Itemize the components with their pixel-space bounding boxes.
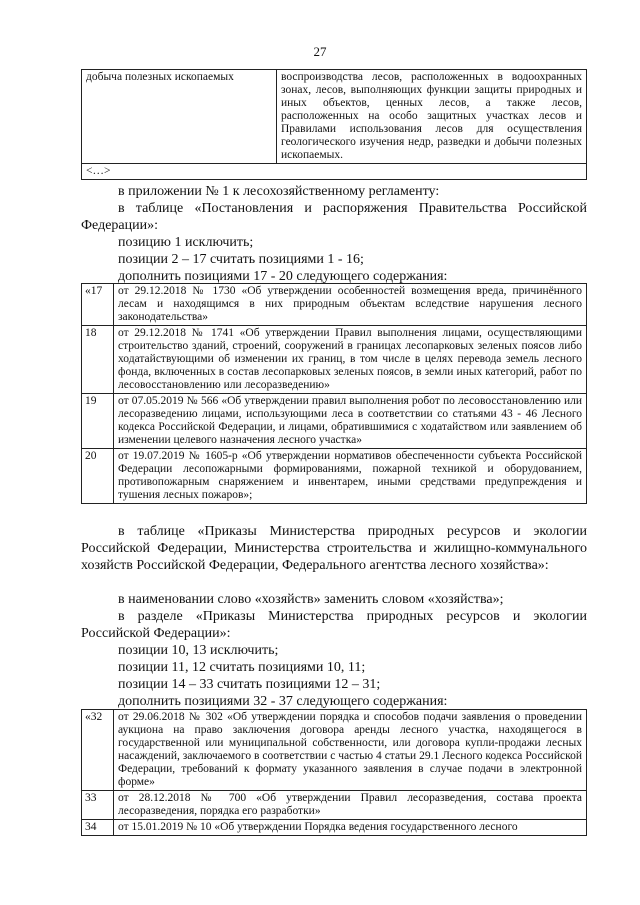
paragraph: дополнить позициями 32 - 37 следующего содержания:	[118, 694, 448, 709]
paragraph: позиции 14 – 33 считать позициями 12 – 31;	[118, 677, 381, 692]
position-text: от 29.06.2018 № 302 «Об утверждении порядка и способов подачи заявления о проведении аукциона на право заключения договора аренды лесного участка, находящегося в государственной или муниципальной собственности, или договора купли-продажи лесных насаждений, заключаемого в соответствии с частью 4 статьи 29.1 Лесного кодекса Российской Федерации, требований к формату указанного заявления в случае подачи в электронной форме»	[114, 710, 587, 791]
paragraph: позицию 1 исключить;	[118, 235, 254, 250]
table-row	[82, 710, 587, 791]
position-text: от 15.01.2019 № 10 «Об утверждении Порядка ведения государственного лесного	[114, 820, 587, 836]
paragraph: позиции 10, 13 исключить;	[118, 643, 279, 658]
table-row	[82, 284, 587, 326]
table-row	[82, 164, 587, 180]
table-row	[82, 394, 587, 449]
position-number: «32	[82, 710, 114, 791]
position-number: 20	[82, 449, 114, 504]
paragraph: позиции 2 – 17 считать позициями 1 - 16;	[118, 252, 364, 267]
position-text: от 29.12.2018 № 1730 «Об утверждении особенностей возмещения вреда, причинённого лесам и находящимся в них природным объектам вследствие нарушения лесного законодательства»	[114, 284, 587, 326]
top-table	[81, 69, 587, 180]
paragraph: дополнить позициями 17 - 20 следующего содержания:	[118, 269, 448, 284]
position-number: «17	[82, 284, 114, 326]
table-cell: воспроизводства лесов, расположенных в водоохранных зонах, лесов, выполняющих функции защиты природных и иных объектов, ценных лесов, а также лесов, расположенных на особо защитных участках лесов и Правилами использования лесов для осуществления геологического изучения недр, разведки и добычи полезных ископаемых.	[277, 70, 587, 164]
position-number: 34	[82, 820, 114, 836]
table-row	[82, 326, 587, 394]
position-number: 18	[82, 326, 114, 394]
paragraph: в разделе «Приказы Министерства природных ресурсов и экологии Российской Федерации»:	[81, 609, 587, 641]
paragraph: в приложении № 1 к лесохозяйственному регламенту:	[118, 184, 440, 199]
position-text: от 07.05.2019 № 566 «Об утверждении правил выполнения робот по лесовосстановлению или лесоразведению лицами, использующими леса в соответствии со статьями 43 - 46 Лесного кодекса Российской Федерации, и лицами, обратившимися с ходатайством или заявлением об изменении целевого назначения лесного участка»	[114, 394, 587, 449]
paragraph: в таблице «Постановления и распоряжения Правительства Российской Федерации»:	[81, 201, 587, 233]
paragraph: в наименовании слово «хозяйств» заменить словом «хозяйства»;	[118, 592, 504, 607]
table-row	[82, 791, 587, 820]
position-text: от 28.12.2018 № 700 «Об утверждении Правил лесоразведения, состава проекта лесоразведения, порядка его разработки»	[114, 791, 587, 820]
position-number: 19	[82, 394, 114, 449]
positions-table-ministry	[81, 709, 587, 836]
page-number: 27	[313, 44, 327, 59]
positions-table-government	[81, 283, 587, 504]
table-row	[82, 70, 587, 164]
table-row	[82, 449, 587, 504]
position-text: от 29.12.2018 № 1741 «Об утверждении Правил выполнения лицами, осуществляющими строительство зданий, строений, сооружений в границах лесопарковых зеленых поясов либо ходатайствующими об изменении их границ, в том числе в целях перевода земель лесного фонда, включенных в состав лесопарковых зеленых поясов, в земли иных категорий, работ по лесовосстановлению или лесоразведению»	[114, 326, 587, 394]
paragraph: в таблице «Приказы Министерства природных ресурсов и экологии Российской Федерации, Министерства строительства и жилищно-коммунального хозяйств Российской Федерации, Федерального агентства лесного хозяйства»:	[81, 524, 587, 573]
position-text: от 19.07.2019 № 1605-р «Об утверждении нормативов обеспеченности субъекта Российской Федерации лесопожарными формированиями, пожарной техникой и оборудованием, противопожарным снаряжением и инвентарем, иными средствами предупреждения и тушения лесных пожаров»;	[114, 449, 587, 504]
paragraph: позиции 11, 12 считать позициями 10, 11;	[118, 660, 366, 675]
position-number: 33	[82, 791, 114, 820]
table-cell: добыча полезных ископаемых	[82, 70, 277, 164]
ellipsis-cell: <…>	[82, 164, 587, 180]
table-row	[82, 820, 587, 836]
